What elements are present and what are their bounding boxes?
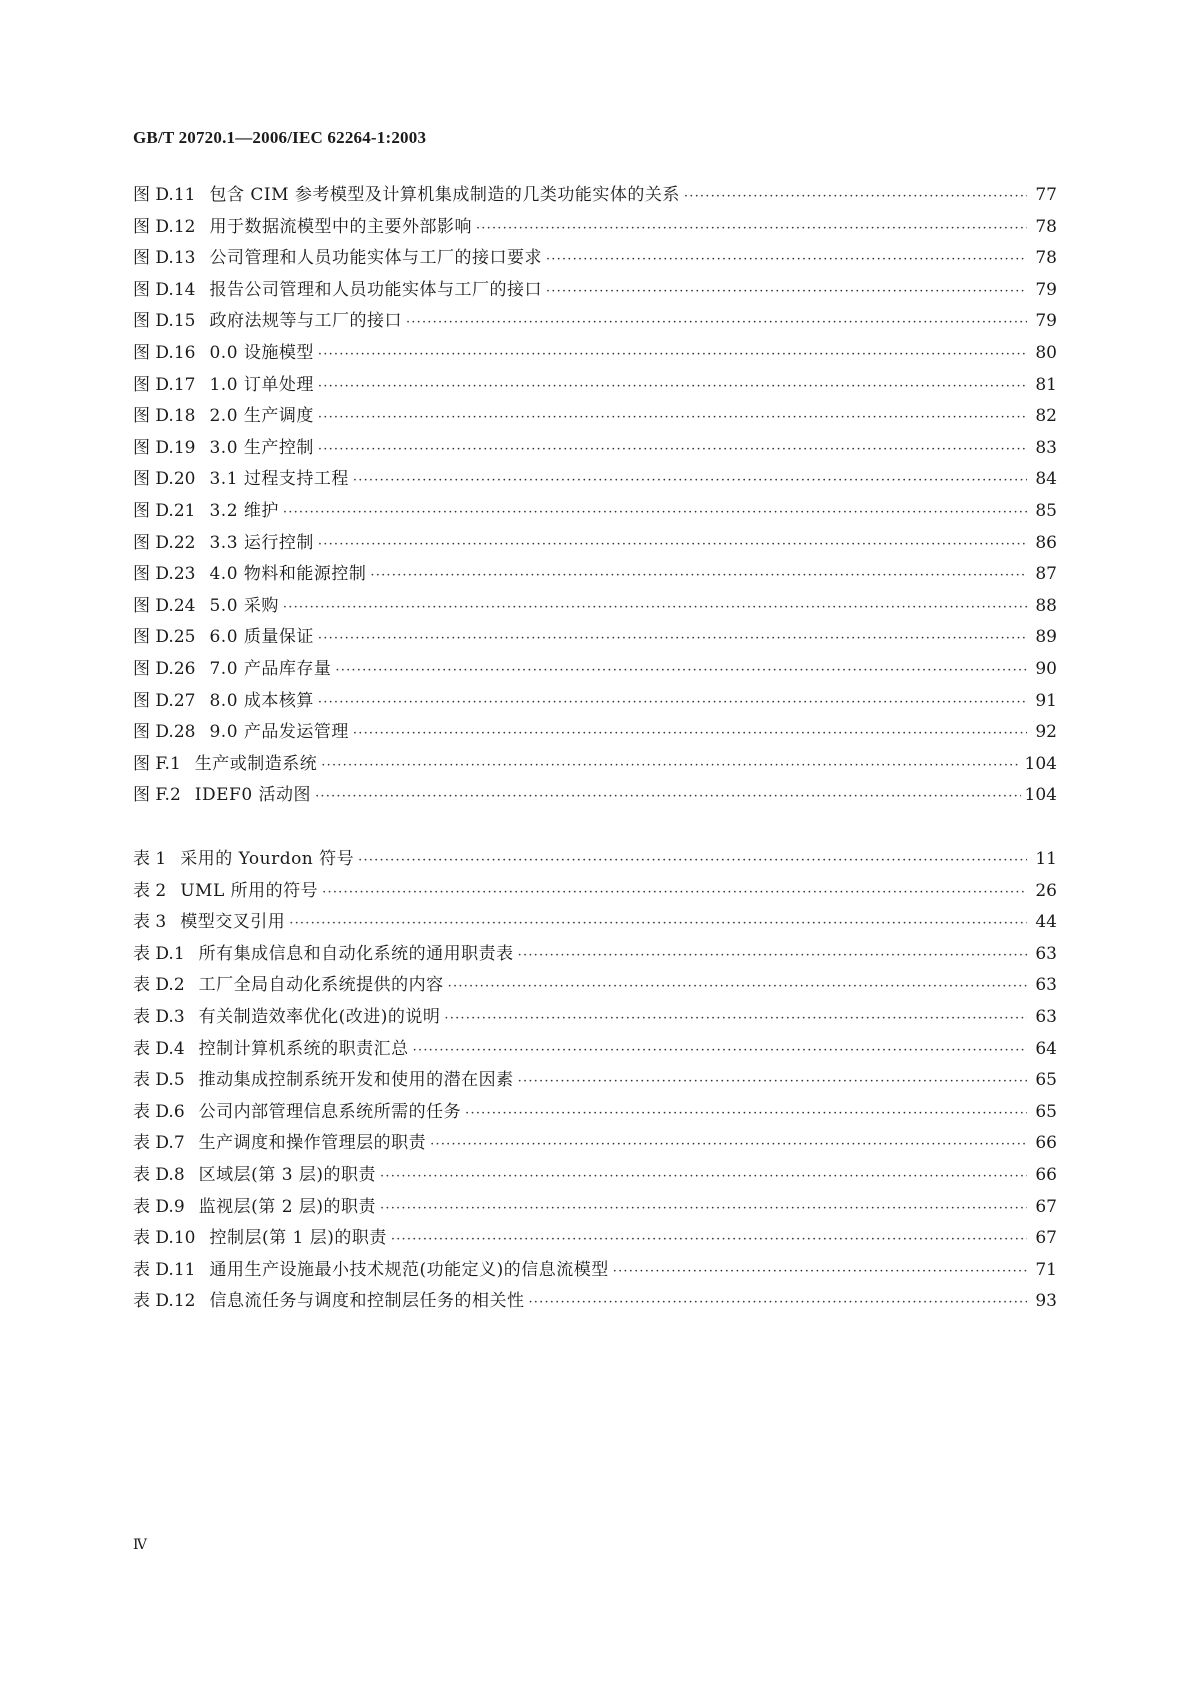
entry-page-number: 83 xyxy=(1035,437,1057,458)
entry-title: 4.0 物料和能源控制 xyxy=(209,564,367,585)
document-header: GB/T 20720.1—2006/IEC 62264-1:2003 xyxy=(133,128,427,147)
figure-entry[interactable] xyxy=(133,559,1057,591)
entry-label: 图 D.13 xyxy=(133,248,196,269)
entry-page-number: 71 xyxy=(1035,1259,1057,1280)
dot-leader xyxy=(358,845,1027,877)
entry-label: 表 1 xyxy=(133,849,167,869)
figure-entry[interactable] xyxy=(133,686,1057,718)
entry-label: 表 D.8 xyxy=(133,1164,185,1185)
entry-label: 图 D.26 xyxy=(133,658,196,679)
entry-title: 推动集成控制系统开发和使用的潜在因素 xyxy=(198,1070,514,1091)
entry-page-number: 66 xyxy=(1035,1133,1057,1154)
entry-page-number: 64 xyxy=(1035,1038,1057,1059)
entry-page-number: 85 xyxy=(1035,500,1057,521)
entry-title: 所有集成信息和自动化系统的通用职责表 xyxy=(198,943,514,964)
dot-leader xyxy=(318,371,1027,403)
entry-title: 用于数据流模型中的主要外部影响 xyxy=(209,216,472,237)
entry-page-number: 86 xyxy=(1035,532,1057,553)
entry-title: 7.0 产品库存量 xyxy=(209,658,332,679)
table-entry[interactable] xyxy=(133,844,1057,876)
table-list xyxy=(133,844,1057,1318)
entry-label: 表 D.4 xyxy=(133,1038,185,1059)
entry-page-number: 26 xyxy=(1035,880,1057,901)
entry-page-number: 90 xyxy=(1035,658,1057,679)
entry-label: 图 F.1 xyxy=(133,753,181,774)
entry-title: 区域层(第 3 层)的职责 xyxy=(198,1164,377,1185)
entry-title: 1.0 订单处理 xyxy=(209,374,314,395)
entry-page-number: 67 xyxy=(1035,1196,1057,1217)
figure-entry[interactable] xyxy=(133,749,1057,781)
entry-title: 公司管理和人员功能实体与工厂的接口要求 xyxy=(209,248,542,269)
entry-page-number: 63 xyxy=(1035,975,1057,996)
dot-leader xyxy=(318,402,1027,434)
dot-leader xyxy=(318,529,1027,561)
figure-entry[interactable] xyxy=(133,212,1057,244)
dot-leader xyxy=(318,434,1027,466)
dot-leader xyxy=(318,339,1027,371)
entry-title: 2.0 生产调度 xyxy=(209,406,314,427)
figure-entry[interactable] xyxy=(133,591,1057,623)
entry-label: 图 D.22 xyxy=(133,532,196,553)
figure-entry[interactable] xyxy=(133,243,1057,275)
dot-leader xyxy=(380,1161,1027,1193)
table-entry[interactable] xyxy=(133,1192,1057,1224)
entry-label: 图 F.2 xyxy=(133,785,181,806)
entry-title: 监视层(第 2 层)的职责 xyxy=(198,1196,377,1217)
entry-title: 政府法规等与工厂的接口 xyxy=(209,311,402,332)
figure-entry[interactable] xyxy=(133,180,1057,212)
entry-title: 3.3 运行控制 xyxy=(209,532,314,553)
entry-label: 图 D.27 xyxy=(133,690,196,711)
figure-entry[interactable] xyxy=(133,433,1057,465)
entry-title: 包含 CIM 参考模型及计算机集成制造的几类功能实体的关系 xyxy=(209,185,680,205)
entry-title: 有关制造效率优化(改进)的说明 xyxy=(198,1006,441,1027)
entry-title: 通用生产设施最小技术规范(功能定义)的信息流模型 xyxy=(209,1259,609,1280)
entry-label: 表 3 xyxy=(133,912,167,933)
table-entry[interactable] xyxy=(133,876,1057,908)
entry-label: 图 D.24 xyxy=(133,595,196,616)
entry-page-number: 81 xyxy=(1035,374,1057,395)
dot-leader xyxy=(518,1066,1027,1098)
figure-entry[interactable] xyxy=(133,338,1057,370)
entry-title: 0.0 设施模型 xyxy=(209,342,314,363)
entry-label: 图 D.21 xyxy=(133,500,196,521)
entry-title: 公司内部管理信息系统所需的任务 xyxy=(198,1101,462,1122)
figure-list xyxy=(133,180,1057,812)
entry-label: 图 D.19 xyxy=(133,437,196,458)
entry-label: 表 D.1 xyxy=(133,943,185,964)
entry-title: 9.0 产品发运管理 xyxy=(209,722,349,743)
entry-page-number: 104 xyxy=(1024,785,1057,806)
entry-title: 工厂全局自动化系统提供的内容 xyxy=(198,975,444,996)
entry-page-number: 93 xyxy=(1035,1291,1057,1312)
table-entry[interactable] xyxy=(133,1097,1057,1129)
dot-leader xyxy=(353,465,1027,497)
entry-label: 表 D.3 xyxy=(133,1006,185,1027)
dot-leader xyxy=(322,877,1027,909)
entry-title: 3.2 维护 xyxy=(209,500,279,521)
entry-label: 图 D.20 xyxy=(133,469,196,490)
entry-page-number: 44 xyxy=(1035,912,1057,933)
dot-leader xyxy=(476,213,1027,245)
dot-leader xyxy=(430,1129,1027,1161)
entry-page-number: 63 xyxy=(1035,1006,1057,1027)
figure-entry[interactable] xyxy=(133,275,1057,307)
dot-leader xyxy=(546,276,1027,308)
table-entry[interactable] xyxy=(133,1255,1057,1287)
entry-title: IDEF0 活动图 xyxy=(194,785,312,806)
entry-page-number: 79 xyxy=(1035,311,1057,332)
entry-page-number: 82 xyxy=(1035,406,1057,427)
entry-page-number: 84 xyxy=(1035,469,1057,490)
entry-title: 3.0 生产控制 xyxy=(209,437,314,458)
entry-title: 模型交叉引用 xyxy=(180,912,286,933)
dot-leader xyxy=(370,560,1027,592)
dot-leader xyxy=(448,971,1027,1003)
figure-entry[interactable] xyxy=(133,780,1057,812)
entry-page-number: 89 xyxy=(1035,627,1057,648)
entry-title: 信息流任务与调度和控制层任务的相关性 xyxy=(209,1291,525,1312)
figure-entry[interactable] xyxy=(133,528,1057,560)
entry-page-number: 65 xyxy=(1035,1070,1057,1091)
entry-title: 生产调度和操作管理层的职责 xyxy=(198,1133,427,1154)
figure-entry[interactable] xyxy=(133,622,1057,654)
entry-label: 表 D.7 xyxy=(133,1133,185,1154)
entry-title: 采用的 Yourdon 符号 xyxy=(180,849,355,869)
dot-leader xyxy=(546,244,1027,276)
table-entry[interactable] xyxy=(133,970,1057,1002)
dot-leader xyxy=(613,1256,1027,1288)
table-entry[interactable] xyxy=(133,1286,1057,1318)
table-entry[interactable] xyxy=(133,1223,1057,1255)
entry-page-number: 66 xyxy=(1035,1164,1057,1185)
table-entry[interactable] xyxy=(133,907,1057,939)
figure-entry[interactable] xyxy=(133,496,1057,528)
entry-title: 控制计算机系统的职责汇总 xyxy=(198,1038,409,1059)
figure-entry[interactable] xyxy=(133,401,1057,433)
entry-page-number: 77 xyxy=(1035,185,1057,205)
figure-entry[interactable] xyxy=(133,654,1057,686)
dot-leader xyxy=(380,1193,1027,1225)
entry-label: 表 D.9 xyxy=(133,1196,185,1217)
figure-entry[interactable] xyxy=(133,717,1057,749)
dot-leader xyxy=(684,181,1027,213)
entry-label: 表 D.2 xyxy=(133,975,185,996)
dot-leader xyxy=(528,1287,1027,1319)
dot-leader xyxy=(335,655,1027,687)
entry-label: 图 D.14 xyxy=(133,279,196,300)
dot-leader xyxy=(318,687,1027,719)
page-number: Ⅳ xyxy=(133,1538,147,1553)
entry-page-number: 104 xyxy=(1024,753,1057,774)
entry-label: 图 D.11 xyxy=(133,185,196,205)
dot-leader xyxy=(353,718,1027,750)
entry-page-number: 65 xyxy=(1035,1101,1057,1122)
table-entry[interactable] xyxy=(133,939,1057,971)
entry-title: 8.0 成本核算 xyxy=(209,690,314,711)
entry-label: 表 D.6 xyxy=(133,1101,185,1122)
entry-title: 控制层(第 1 层)的职责 xyxy=(209,1228,387,1249)
entry-page-number: 87 xyxy=(1035,564,1057,585)
dot-leader xyxy=(413,1035,1027,1067)
dot-leader xyxy=(391,1224,1027,1256)
figure-entry[interactable] xyxy=(133,370,1057,402)
entry-title: UML 所用的符号 xyxy=(180,880,319,901)
dot-leader xyxy=(315,781,1020,813)
entry-page-number: 79 xyxy=(1035,279,1057,300)
dot-leader xyxy=(321,750,1020,782)
dot-leader xyxy=(289,908,1027,940)
entry-page-number: 91 xyxy=(1035,690,1057,711)
entry-label: 表 2 xyxy=(133,880,167,901)
entry-label: 图 D.28 xyxy=(133,722,196,743)
entry-page-number: 88 xyxy=(1035,595,1057,616)
entry-page-number: 67 xyxy=(1035,1228,1057,1249)
entry-label: 图 D.15 xyxy=(133,311,196,332)
table-entry[interactable] xyxy=(133,1002,1057,1034)
entry-title: 5.0 采购 xyxy=(209,595,279,616)
dot-leader xyxy=(518,940,1027,972)
figure-entry[interactable] xyxy=(133,306,1057,338)
entry-page-number: 92 xyxy=(1035,722,1057,743)
dot-leader xyxy=(318,623,1027,655)
entry-label: 表 D.10 xyxy=(133,1228,196,1249)
entry-label: 表 D.5 xyxy=(133,1070,185,1091)
entry-label: 图 D.16 xyxy=(133,342,196,363)
entry-title: 报告公司管理和人员功能实体与工厂的接口 xyxy=(209,279,542,300)
dot-leader xyxy=(283,592,1027,624)
table-entry[interactable] xyxy=(133,1128,1057,1160)
table-entry[interactable] xyxy=(133,1160,1057,1192)
entry-page-number: 78 xyxy=(1035,216,1057,237)
entry-label: 图 D.23 xyxy=(133,564,196,585)
entry-label: 图 D.25 xyxy=(133,627,196,648)
entry-label: 图 D.12 xyxy=(133,216,196,237)
dot-leader xyxy=(283,497,1027,529)
entry-page-number: 80 xyxy=(1035,342,1057,363)
dot-leader xyxy=(465,1098,1027,1130)
figure-entry[interactable] xyxy=(133,464,1057,496)
entry-page-number: 78 xyxy=(1035,248,1057,269)
entry-label: 图 D.17 xyxy=(133,374,196,395)
entry-label: 图 D.18 xyxy=(133,406,196,427)
entry-title: 3.1 过程支持工程 xyxy=(209,469,349,490)
entry-page-number: 63 xyxy=(1035,943,1057,964)
table-entry[interactable] xyxy=(133,1034,1057,1066)
dot-leader xyxy=(444,1003,1027,1035)
table-entry[interactable] xyxy=(133,1065,1057,1097)
entry-label: 表 D.12 xyxy=(133,1291,196,1312)
entry-title: 6.0 质量保证 xyxy=(209,627,314,648)
entry-title: 生产或制造系统 xyxy=(194,753,318,774)
dot-leader xyxy=(406,307,1027,339)
entry-page-number: 11 xyxy=(1035,849,1057,869)
entry-label: 表 D.11 xyxy=(133,1259,196,1280)
